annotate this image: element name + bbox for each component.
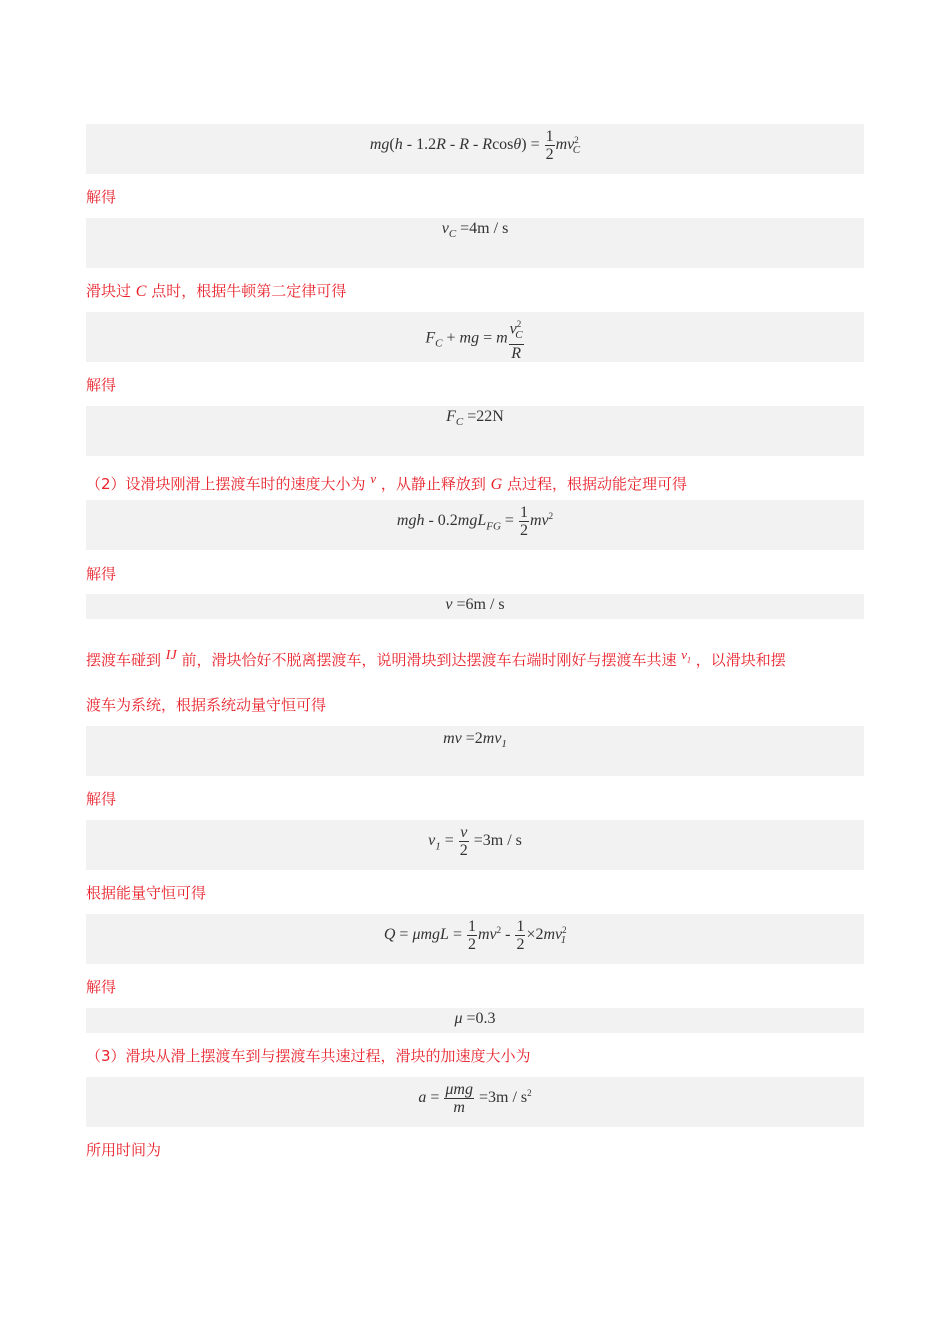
equation-energy-to-c: mg(h - 1.2R - R - Rcosθ) = $\frac{1}{2}$ $mv^2_C$ bbox=[369, 128, 581, 163]
c-point-text: 滑块过 C 点时，根据牛顿第二定律可得 bbox=[86, 282, 347, 300]
solve-label: 解得 bbox=[86, 565, 117, 583]
solve-label: 解得 bbox=[86, 376, 117, 394]
part-3-text: （3）滑块从滑上摆渡车到与摆渡车共速过程，滑块的加速度大小为 bbox=[86, 1047, 531, 1065]
equation-vc: $v_C =4m / s$ bbox=[441, 220, 509, 241]
solve-label: 解得 bbox=[86, 978, 117, 996]
solve-label: 解得 bbox=[86, 188, 117, 206]
equation-kinetic-energy: mgh - 0.2mgL$_{FG}$ = $\frac{1}{2}$ $mv^2$ bbox=[396, 504, 554, 539]
equation-v: v =6m / s bbox=[445, 596, 505, 613]
equation-v1: $v_1$ = $\frac{v}{2}$ =3m / s bbox=[428, 824, 522, 859]
time-text: 所用时间为 bbox=[86, 1141, 162, 1159]
equation-energy-conservation: Q = μmgL = $\frac{1}{2}$ $mv^2$ - $\frac{1}{2}$ $\times 2mv^2_1$ bbox=[383, 918, 567, 953]
energy-text: 根据能量守恒可得 bbox=[86, 884, 207, 902]
part-2-text: （2）设滑块刚滑上摆渡车时的速度大小为 v ，从静止释放到 G 点过程，根据动能定理可得 bbox=[86, 471, 687, 493]
equation-momentum: mv $=2mv_1$ bbox=[443, 730, 507, 751]
equation-newton-c: $F_C$ + mg = m $\frac{v^2_C}{R}$ bbox=[86, 316, 864, 362]
ij-text-line-2: 渡车为系统，根据系统动量守恒可得 bbox=[86, 696, 327, 714]
equation-mu: μ =0.3 bbox=[454, 1010, 496, 1027]
ij-text-line-1: 摆渡车碰到 IJ 前，滑块恰好不脱离摆渡车，说明滑块到达摆渡车右端时刚好与摆渡车共速 $v_1$ ，以滑块和摆 bbox=[86, 647, 786, 669]
equation-acceleration: a = $\frac{\text{μmg}}{m}$ $=3m / s^2$ bbox=[418, 1081, 532, 1116]
equation-fc: $F_C =22N$ bbox=[446, 408, 504, 429]
solve-label: 解得 bbox=[86, 790, 117, 808]
